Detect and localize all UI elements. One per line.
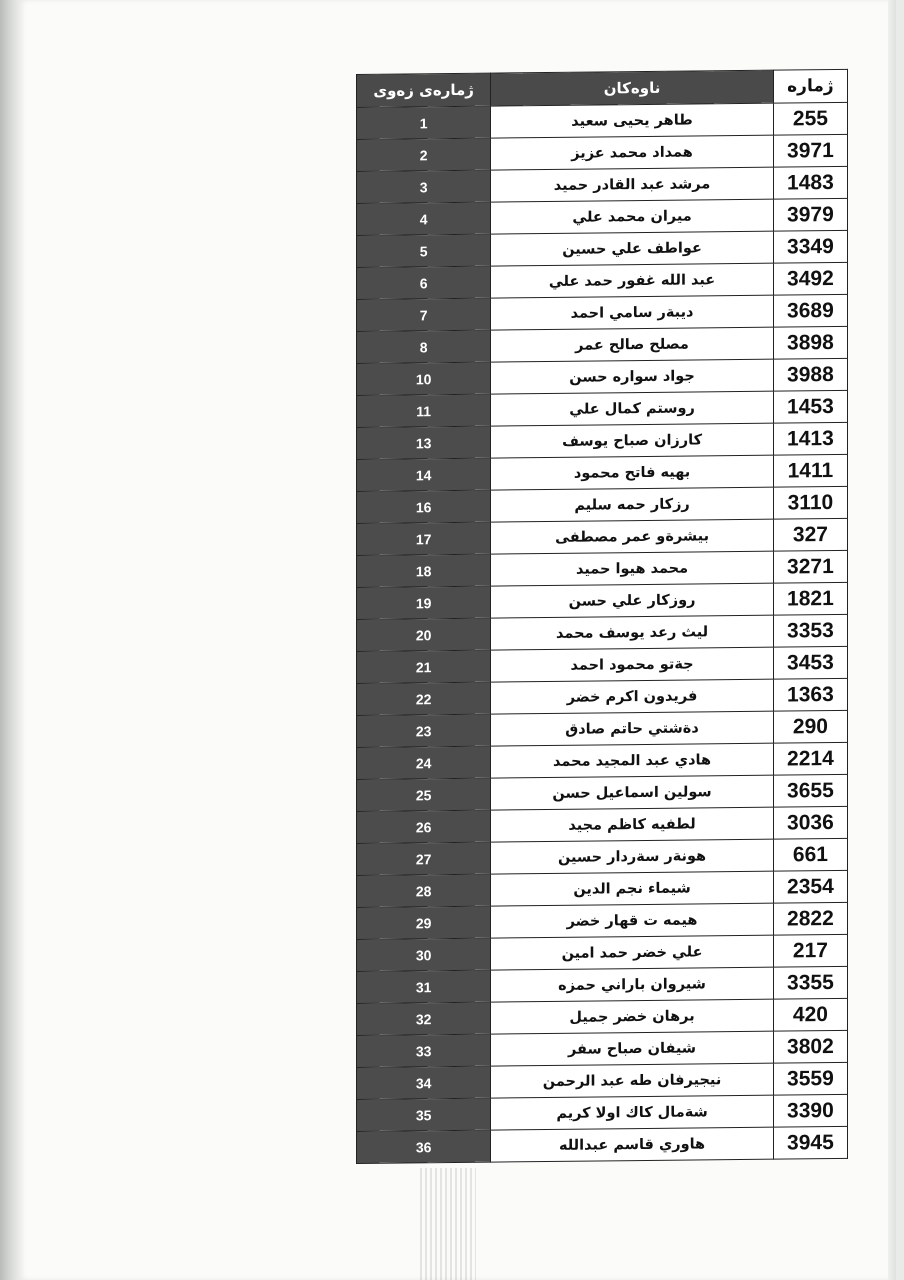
table-row: [357, 646, 848, 683]
land-number-cell: 4: [357, 202, 491, 235]
land-number-cell: 16: [357, 490, 491, 523]
number-cell: 3271: [773, 550, 847, 583]
land-number-cell: 5: [357, 234, 491, 267]
name-cell: لطفيه كاظم مجيد: [491, 807, 774, 842]
land-number-cell: 1: [357, 106, 491, 139]
name-cell: روزكار علي حسن: [491, 583, 774, 618]
number-cell: 3390: [773, 1094, 847, 1127]
name-cell: نيجيرفان طه عبد الرحمن: [491, 1063, 774, 1098]
land-number-cell: 30: [357, 938, 491, 971]
table-row: [357, 486, 848, 523]
land-number-cell: 20: [357, 618, 491, 651]
number-cell: 217: [773, 934, 847, 967]
name-cell: ميران محمد علي: [491, 199, 774, 234]
land-number-cell: 21: [357, 650, 491, 683]
table-row: [357, 166, 848, 203]
number-cell: 420: [773, 998, 847, 1031]
binding-mark: [420, 1168, 476, 1280]
name-cell: فريدون اكرم خضر: [491, 679, 774, 714]
number-cell: 3988: [773, 358, 847, 391]
table-row: [357, 870, 848, 907]
table-row: [357, 742, 848, 779]
name-cell: هاوري قاسم عبدالله: [491, 1127, 774, 1162]
name-cell: روستم كمال علي: [491, 391, 774, 426]
number-cell: 1411: [773, 454, 847, 487]
table-row: [357, 262, 848, 299]
name-cell: همداد محمد عزيز: [491, 135, 774, 170]
land-number-cell: 19: [357, 586, 491, 619]
name-cell: هيمه ت قهار خضر: [491, 903, 774, 938]
name-cell: مصلح صالح عمر: [491, 327, 774, 362]
table-row: [357, 390, 848, 427]
land-number-cell: 10: [357, 362, 491, 395]
name-cell: شيفان صباح سفر: [491, 1031, 774, 1066]
table-row: [357, 294, 848, 331]
table-row: [357, 550, 848, 587]
name-cell: هونةر سةردار حسين: [491, 839, 774, 874]
name-cell: بيشرةو عمر مصطفى: [491, 519, 774, 554]
land-number-cell: 7: [357, 298, 491, 331]
land-number-cell: 33: [357, 1034, 491, 1067]
table-row: [357, 966, 848, 1003]
table-row: [357, 614, 848, 651]
header-land-number: ژمارەی زەوی: [357, 73, 491, 107]
table-row: [357, 518, 848, 555]
number-cell: 255: [773, 102, 847, 135]
table-row: [357, 326, 848, 363]
table-row: [357, 710, 848, 747]
name-cell: علي خضر حمد امين: [491, 935, 774, 970]
number-cell: 3971: [773, 134, 847, 167]
land-number-cell: 24: [357, 746, 491, 779]
number-cell: 3355: [773, 966, 847, 999]
table-row: [357, 134, 848, 171]
page-edge-shadow: [888, 0, 896, 1280]
number-cell: 2214: [773, 742, 847, 775]
name-cell: رزكار حمه سليم: [491, 487, 774, 522]
name-cell: ديبةر سامي احمد: [491, 295, 774, 330]
number-cell: 3898: [773, 326, 847, 359]
name-cell: عواطف علي حسين: [491, 231, 774, 266]
land-number-cell: 23: [357, 714, 491, 747]
table-row: [357, 582, 848, 619]
land-number-cell: 14: [357, 458, 491, 491]
name-cell: بهيه فاتح محمود: [491, 455, 774, 490]
name-cell: جواد سواره حسن: [491, 359, 774, 394]
table-row: [357, 934, 848, 971]
number-cell: 3979: [773, 198, 847, 231]
table-row: [357, 1094, 848, 1131]
name-cell: سولين اسماعيل حسن: [491, 775, 774, 810]
table-row: [357, 1030, 848, 1067]
name-cell: مرشد عبد القادر حميد: [491, 167, 774, 202]
name-cell: برهان خضر جميل: [491, 999, 774, 1034]
table-row: [357, 806, 848, 843]
number-cell: 1483: [773, 166, 847, 199]
table-row: [357, 998, 848, 1035]
number-cell: 2822: [773, 902, 847, 935]
land-allocation-table: [356, 69, 848, 1164]
land-number-cell: 13: [357, 426, 491, 459]
number-cell: 3453: [773, 646, 847, 679]
table-header-row: [357, 69, 848, 107]
table-row: [357, 902, 848, 939]
land-number-cell: 25: [357, 778, 491, 811]
land-number-cell: 35: [357, 1098, 491, 1131]
land-number-cell: 8: [357, 330, 491, 363]
table-row: [357, 102, 848, 139]
table-body: [357, 102, 848, 1163]
name-cell: دةشتي حاتم صادق: [491, 711, 774, 746]
name-cell: عبد الله غفور حمد علي: [491, 263, 774, 298]
land-number-cell: 26: [357, 810, 491, 843]
name-cell: محمد هيوا حميد: [491, 551, 774, 586]
name-cell: شيروان باراني حمزه: [491, 967, 774, 1002]
number-cell: 1821: [773, 582, 847, 615]
number-cell: 3492: [773, 262, 847, 295]
land-number-cell: 17: [357, 522, 491, 555]
header-number: ژمارە: [773, 69, 847, 103]
table-row: [357, 1062, 848, 1099]
scanner-edge: [0, 0, 18, 1280]
name-cell: ليث رعد يوسف محمد: [491, 615, 774, 650]
table-row: [357, 454, 848, 491]
land-number-cell: 29: [357, 906, 491, 939]
table-row: [357, 838, 848, 875]
number-cell: 2354: [773, 870, 847, 903]
land-number-cell: 36: [357, 1130, 491, 1163]
table-row: [357, 198, 848, 235]
name-cell: هادي عبد المجيد محمد: [491, 743, 774, 778]
number-cell: 1363: [773, 678, 847, 711]
name-cell: شيماء نجم الدين: [491, 871, 774, 906]
land-number-cell: 34: [357, 1066, 491, 1099]
number-cell: 327: [773, 518, 847, 551]
table-row: [357, 358, 848, 395]
name-cell: كارزان صباح يوسف: [491, 423, 774, 458]
number-cell: 1413: [773, 422, 847, 455]
land-number-cell: 11: [357, 394, 491, 427]
land-number-cell: 3: [357, 170, 491, 203]
table-row: [357, 422, 848, 459]
number-cell: 3559: [773, 1062, 847, 1095]
number-cell: 1453: [773, 390, 847, 423]
land-number-cell: 2: [357, 138, 491, 171]
table-row: [357, 230, 848, 267]
number-cell: 3349: [773, 230, 847, 263]
name-cell: جةتو محمود احمد: [491, 647, 774, 682]
number-cell: 3689: [773, 294, 847, 327]
name-cell: شةمال كاك اولا كريم: [491, 1095, 774, 1130]
land-number-cell: 6: [357, 266, 491, 299]
land-number-cell: 27: [357, 842, 491, 875]
table-row: [357, 678, 848, 715]
number-cell: 290: [773, 710, 847, 743]
number-cell: 3945: [773, 1126, 847, 1159]
land-number-cell: 22: [357, 682, 491, 715]
number-cell: 661: [773, 838, 847, 871]
number-cell: 3110: [773, 486, 847, 519]
number-cell: 3802: [773, 1030, 847, 1063]
number-cell: 3036: [773, 806, 847, 839]
header-names: ناوەکان: [491, 70, 774, 106]
number-cell: 3353: [773, 614, 847, 647]
land-number-cell: 18: [357, 554, 491, 587]
land-number-cell: 31: [357, 970, 491, 1003]
land-number-cell: 28: [357, 874, 491, 907]
number-cell: 3655: [773, 774, 847, 807]
name-cell: طاهر يحيى سعيد: [491, 103, 774, 138]
land-number-cell: 32: [357, 1002, 491, 1035]
table-row: [357, 1126, 848, 1163]
table-row: [357, 774, 848, 811]
